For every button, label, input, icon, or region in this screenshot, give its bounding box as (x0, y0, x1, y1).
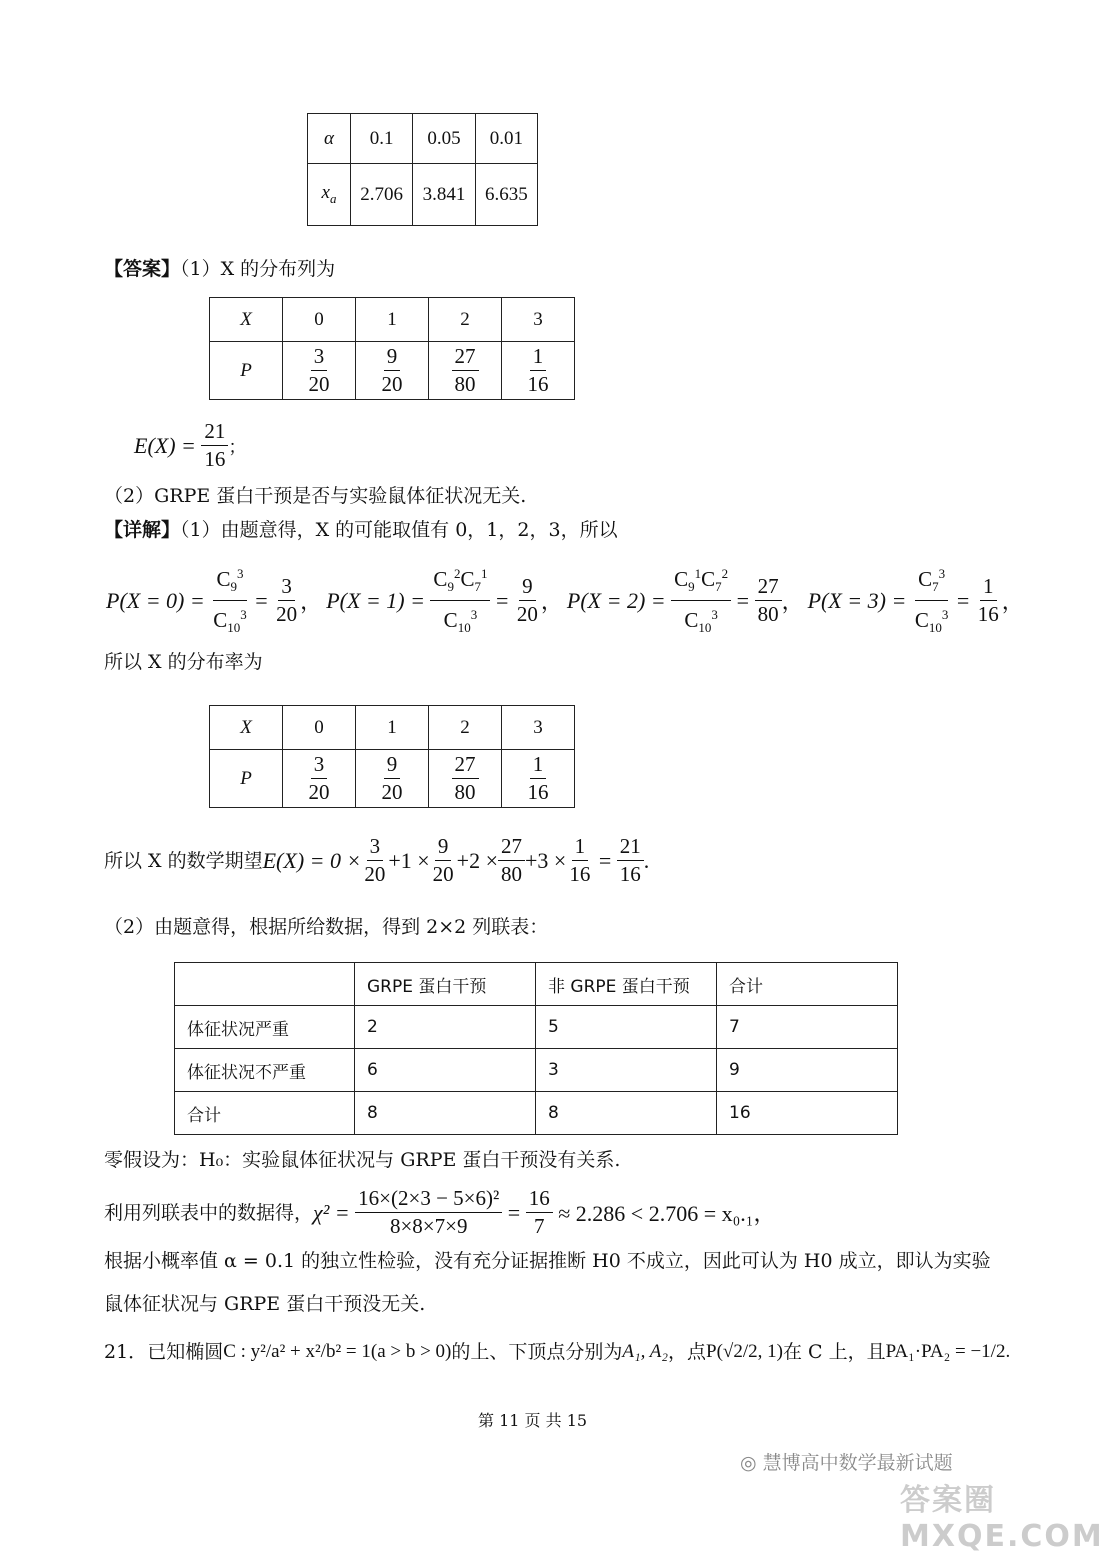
alpha-cell: 0.01 (475, 114, 537, 164)
distribution-table-2 (209, 705, 575, 808)
answer-line (104, 257, 335, 281)
prob-eq: P(X = 3) = $\frac{C_7^3}{C_{10}^3}$ = $\frac{1}{16}$ ， (808, 560, 1024, 641)
watermark-logo: 答案圈 MXQE.COM (900, 1483, 1104, 1554)
conclusion-line-1: 根据小概率值 α = 0.1 的独立性检验，没有充分证据推断 H0 不成立，因此可认为 H0 成立，即认为实验 (104, 1250, 991, 1272)
xa-cell: 6.635 (475, 164, 537, 226)
probability-equations (106, 560, 1024, 641)
x-value: 3 (502, 298, 575, 342)
ct-cell: 9 (717, 1049, 898, 1092)
chi-text: 利用列联表中的数据得， (104, 1201, 314, 1224)
ct-cell: 16 (717, 1092, 898, 1135)
chi-formula: χ² = $\frac{\text{16×(2×3 − 5×6)²}}{8\times 8\times 7\times 9}$ = $\frac{16}{7}$ ≈ 2.286 < 2.706 = x₀.₁， (313, 1186, 776, 1238)
table-row (175, 1006, 898, 1049)
ct-cell: 8 (355, 1092, 536, 1135)
xa-cell: 2.706 (351, 164, 413, 226)
xa-cell: 3.841 (413, 164, 475, 226)
watermark (740, 1448, 953, 1475)
ct-header: GRPE 蛋白干预 (355, 963, 536, 1006)
alpha-header: α (308, 114, 351, 164)
p-label: P (210, 342, 283, 400)
problem-text-b: 的上、下顶点分别为 (451, 1341, 623, 1363)
x-value: 0 (283, 298, 356, 342)
ct-header (175, 963, 355, 1006)
answer-part1: （1）X 的分布列为 (180, 258, 336, 280)
detail-part1: （1）由题意得，X 的可能取值有 0，1，2，3，所以 (180, 519, 618, 541)
ct-cell: 体征状况严重 (175, 1006, 355, 1049)
x-label: X (210, 298, 283, 342)
p-label: P (210, 750, 283, 808)
ct-cell: 体征状况不严重 (175, 1049, 355, 1092)
alpha-cell: 0.05 (413, 114, 475, 164)
table-row (175, 1092, 898, 1135)
p-value: $\frac{1}{16}$ (502, 342, 575, 400)
contingency-table (174, 962, 898, 1135)
problem-number: 21． (104, 1341, 148, 1363)
null-hypothesis: 零假设为：H₀：实验鼠体征状况与 GRPE 蛋白干预没有关系. (104, 1149, 621, 1171)
ct-cell: 6 (355, 1049, 536, 1092)
vertices: A₁, A₂ (622, 1341, 668, 1362)
p-value: $\frac{1}{16}$ (502, 750, 575, 808)
x-value: 3 (502, 706, 575, 750)
detail-line (104, 518, 618, 542)
p-value: $\frac{27}{80}$ (429, 750, 502, 808)
p-value: $\frac{3}{20}$ (283, 342, 356, 400)
x-value: 2 (429, 706, 502, 750)
alpha-cell: 0.1 (351, 114, 413, 164)
ct-header: 非 GRPE 蛋白干预 (536, 963, 717, 1006)
prob-eq: P(X = 1) = $\frac{C_9^2C_7^1}{C_{10}^3}$ = $\frac{9}{20}$ ， (326, 560, 563, 641)
dist-rate-text: 所以 X 的分布率为 (104, 651, 263, 673)
expect-text: 所以 X 的数学期望 (104, 849, 263, 872)
p-value: $\frac{3}{20}$ (283, 750, 356, 808)
ct-cell: 7 (717, 1006, 898, 1049)
problem-text-a: 已知椭圆 (147, 1341, 224, 1363)
ct-cell: 8 (536, 1092, 717, 1135)
chi-square-line (104, 1185, 775, 1240)
point-p: P(√2/2, 1) (706, 1341, 783, 1362)
x-value: 1 (356, 298, 429, 342)
p-value: $\frac{27}{80}$ (429, 342, 502, 400)
expectation-formula-line (104, 833, 649, 888)
problem-text-d: 在 C 上，且 (782, 1341, 886, 1363)
ellipse-equation: C : y²/a² + x²/b² = 1(a > b > 0) (223, 1341, 452, 1362)
p-value: $\frac{9}{20}$ (356, 750, 429, 808)
expect-formula: E(X) = 0 × $\frac{3}{20}$ +1 × $\frac{9}{20}$ +2 × $\frac{27}{80}$ +3 × $\frac{1}{16}$ = $\frac{21}{16}$ . (262, 834, 650, 886)
x-label: X (210, 706, 283, 750)
answer-label: 【答案】 (104, 258, 181, 280)
x-value: 0 (283, 706, 356, 750)
critical-value-table (307, 113, 538, 226)
problem-text-c: ，点 (668, 1341, 707, 1363)
prob-eq: P(X = 2) = $\frac{C_9^1C_7^2}{C_{10}^3}$ = $\frac{27}{80}$ ， (567, 560, 804, 641)
dot-product: PA₁·PA₂ = −1/2. (885, 1341, 1011, 1362)
ct-header: 合计 (717, 963, 898, 1006)
page-footer: 第 11 页 共 15 (478, 1411, 588, 1430)
watermark-text: 慧博高中数学最新试题 (762, 1452, 953, 1474)
prob-eq: P(X = 0) = $\frac{C_9^3}{C_{10}^3}$ = $\frac{3}{20}$ ， (106, 560, 322, 641)
wechat-icon: ◎ (740, 1452, 757, 1474)
ct-cell: 2 (355, 1006, 536, 1049)
answer-part2: （2）GRPE 蛋白干预是否与实验鼠体征状况无关. (104, 485, 527, 507)
p-value: $\frac{9}{20}$ (356, 342, 429, 400)
table-row (175, 1049, 898, 1092)
expectation-equation: E(X) = $\frac{21}{16}$ ； (134, 419, 247, 471)
ct-cell: 3 (536, 1049, 717, 1092)
detail-label: 【详解】 (104, 519, 181, 541)
problem-21 (104, 1340, 1010, 1364)
x-value: 2 (429, 298, 502, 342)
distribution-table (209, 297, 575, 400)
x-value: 1 (356, 706, 429, 750)
ct-cell: 5 (536, 1006, 717, 1049)
ct-cell: 合计 (175, 1092, 355, 1135)
conclusion-line-2: 鼠体征状况与 GRPE 蛋白干预没无关. (104, 1293, 426, 1315)
xa-header: $x_a$ (308, 164, 351, 226)
part2-text: （2）由题意得，根据所给数据，得到 2×2 列联表： (104, 916, 549, 938)
